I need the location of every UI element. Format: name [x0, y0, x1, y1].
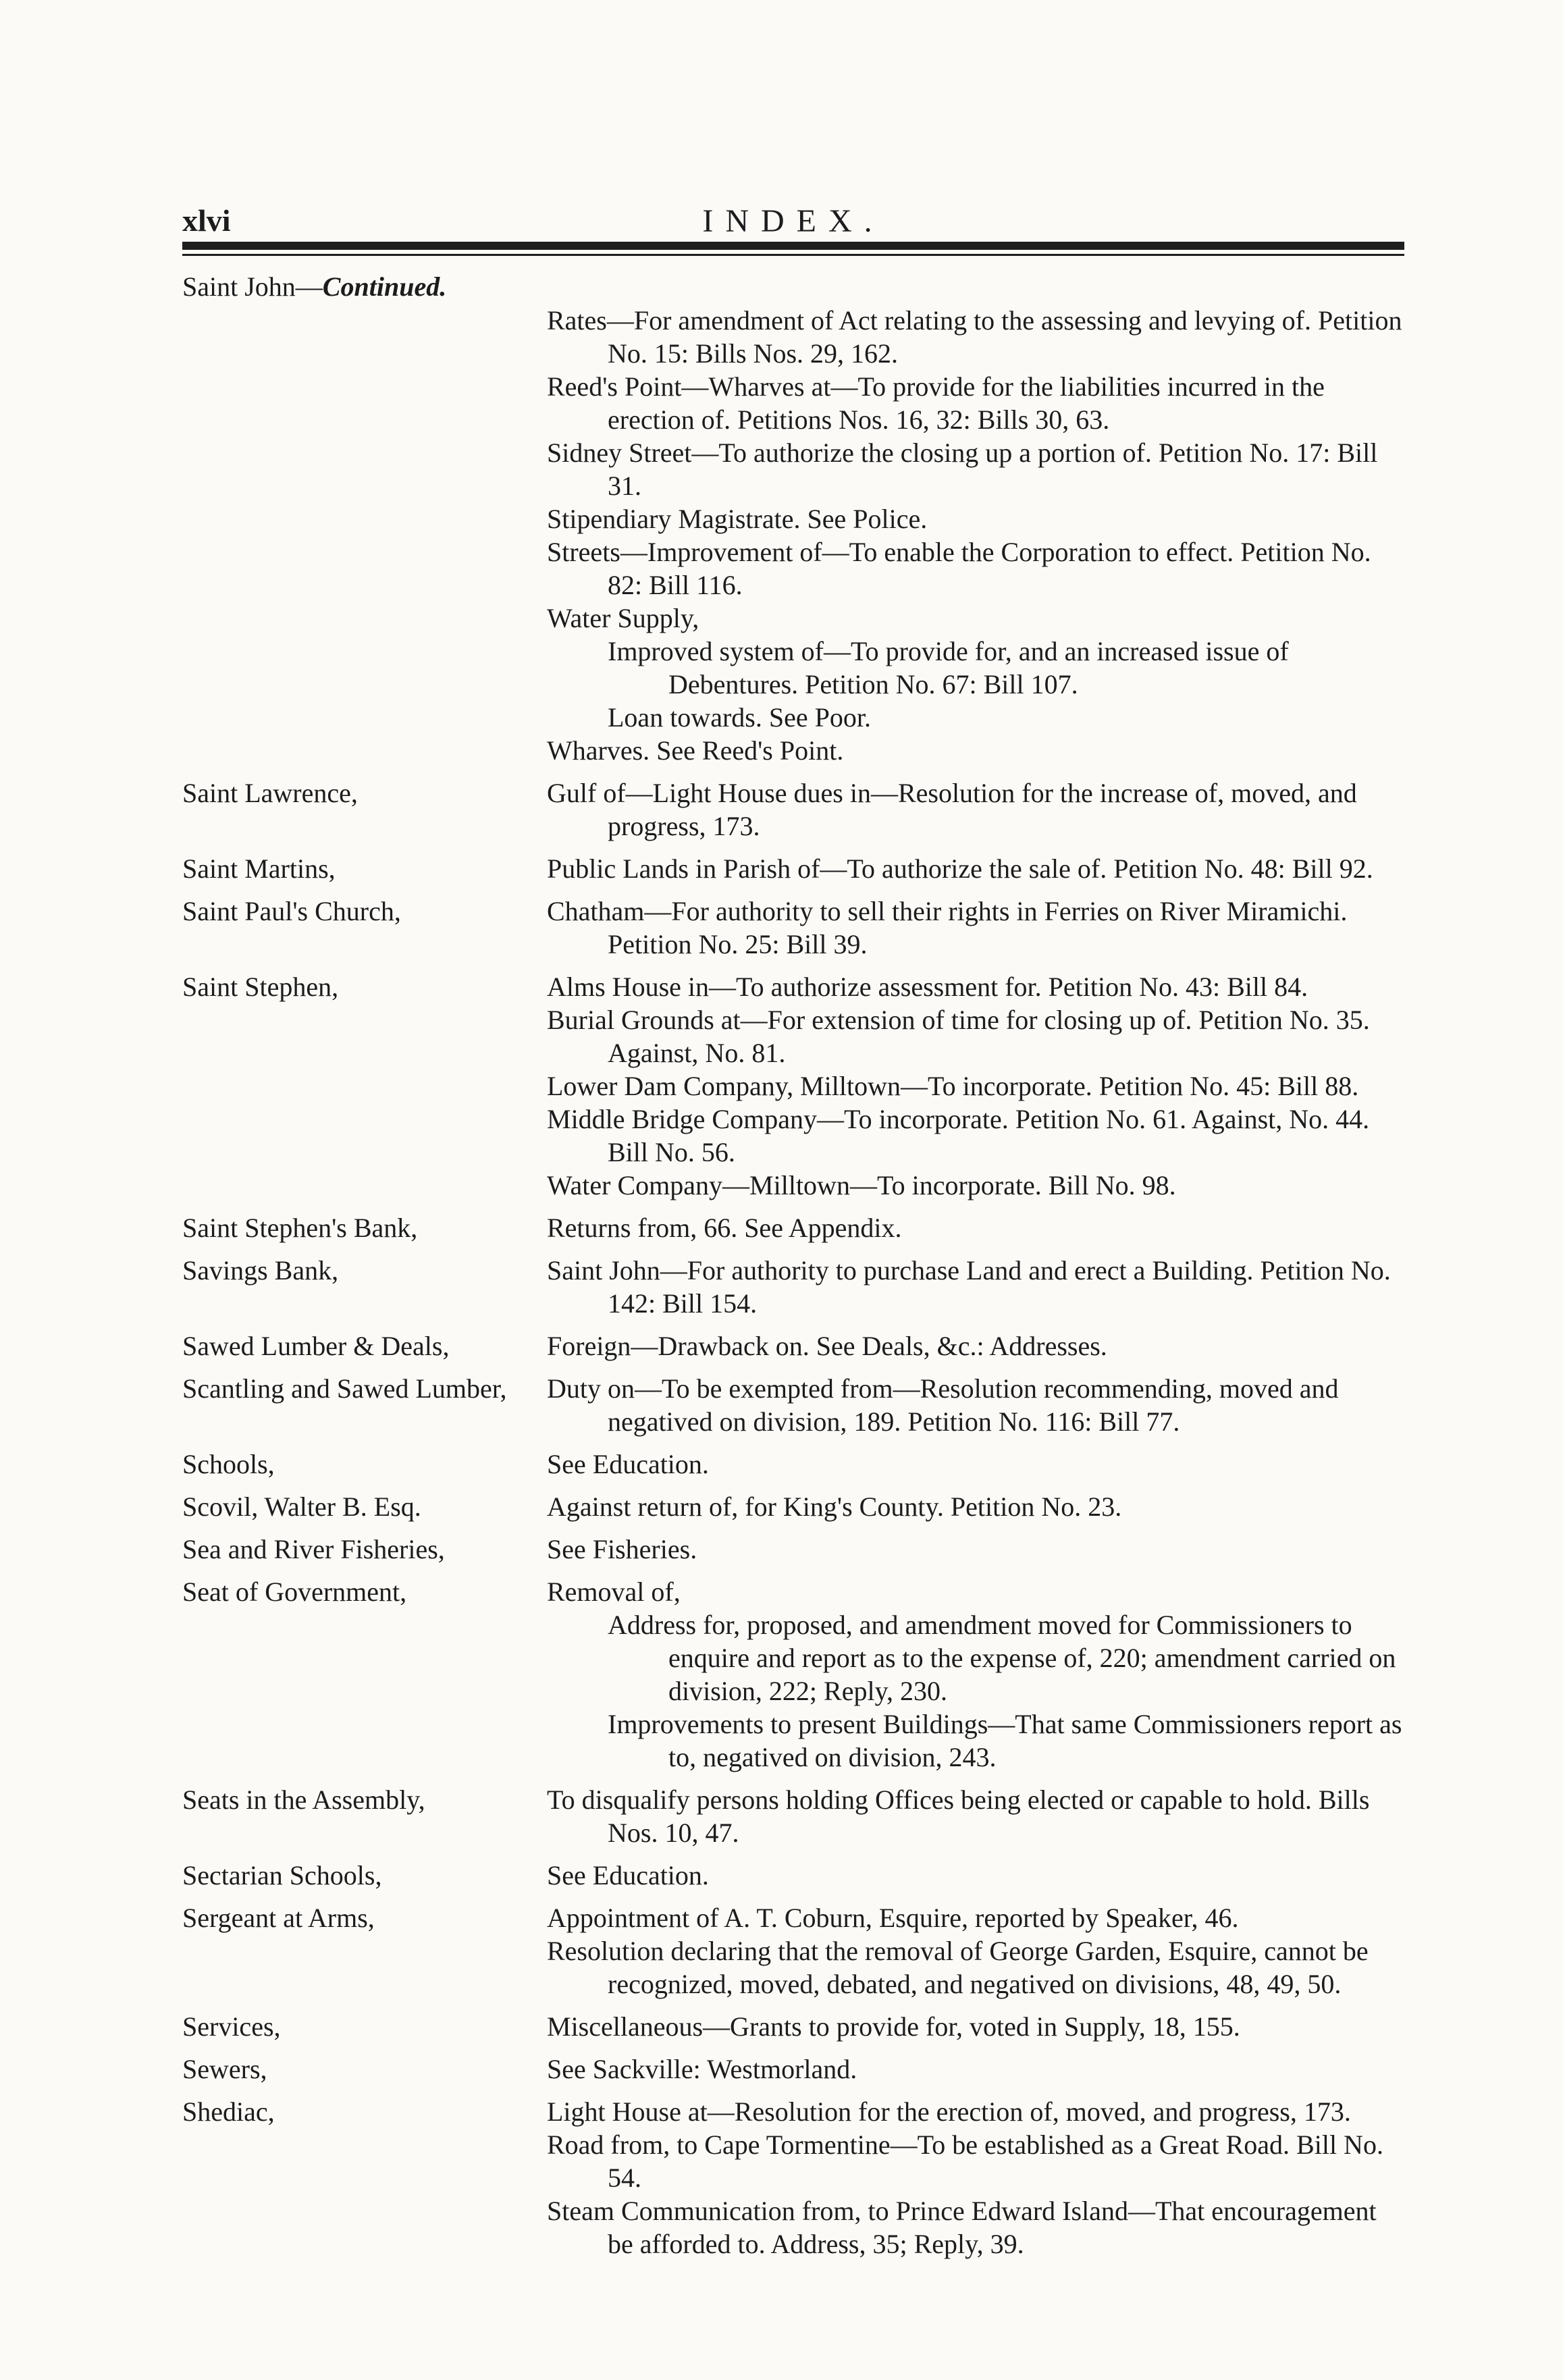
index-definitions — [547, 2095, 1404, 2260]
definition-line: Lower Dam Company, Milltown—To incorporate. Petition No. 45: Bill 88. — [547, 1071, 1359, 1101]
page-header — [182, 203, 1404, 239]
index-term: Saint Martins, — [182, 853, 336, 884]
page-title: INDEX. — [702, 203, 884, 239]
index-definitions — [547, 1254, 1404, 1320]
index-term: Schools, — [182, 1449, 275, 1479]
definition-line: Duty on—To be exempted from—Resolution recommending, moved and negatived on division, 189. Petition No. 116: Bill 77. — [547, 1373, 1339, 1437]
index-entry — [182, 776, 1404, 843]
index-term: Saint Stephen's Bank, — [182, 1213, 418, 1243]
definition-line: Removal of, — [547, 1577, 681, 1607]
definition-line: Resolution declaring that the removal of George Garden, Esquire, cannot be recognized, moved, debated, and negatived on divisions, 48, 49, 50. — [547, 1936, 1369, 1999]
index-entry — [182, 1575, 1404, 1774]
index-definitions — [547, 1211, 1404, 1244]
definition-line: Saint John—For authority to purchase Land and erect a Building. Petition No. 142: Bill 154. — [547, 1255, 1391, 1319]
definition-line: Rates—For amendment of Act relating to the assessing and levying of. Petition No. 15: Bills Nos. 29, 162. — [547, 305, 1402, 369]
definition-subline: Improved system of—To provide for, and an increased issue of Debentures. Petition No. 67: Bill 107. — [608, 636, 1289, 699]
definition-line: Alms House in—To authorize assessment for. Petition No. 43: Bill 84. — [547, 972, 1308, 1002]
subentry-group — [608, 1608, 1404, 1774]
index-entry — [182, 1490, 1404, 1523]
index-term — [182, 270, 547, 303]
index-definitions — [547, 1329, 1404, 1363]
definition-line: Chatham—For authority to sell their rights in Ferries on River Miramichi. Petition No. 25: Bill 39. — [547, 896, 1348, 959]
definition-line: Miscellaneous—Grants to provide for, voted in Supply, 18, 155. — [547, 2011, 1240, 2042]
index-entry — [182, 1211, 1404, 1244]
index-entry — [182, 1329, 1404, 1363]
index-term: Sectarian Schools, — [182, 1860, 382, 1890]
index-term: Saint Lawrence, — [182, 778, 358, 808]
definition-line: Sidney Street—To authorize the closing up a portion of. Petition No. 17: Bill 31. — [547, 438, 1378, 501]
index-term: Savings Bank, — [182, 1255, 339, 1286]
index-entries — [182, 270, 1404, 2270]
index-entry — [182, 1372, 1404, 1438]
definition-line: Streets—Improvement of—To enable the Corporation to effect. Petition No. 82: Bill 116. — [547, 537, 1371, 600]
index-rows — [182, 776, 1404, 2260]
index-entry — [182, 895, 1404, 961]
index-definitions — [547, 1372, 1404, 1438]
header-rule-thin — [182, 254, 1404, 256]
index-term: Sawed Lumber & Deals, — [182, 1331, 450, 1361]
definition-line: Water Supply, — [547, 603, 699, 633]
definition-line: Burial Grounds at—For extension of time for closing up of. Petition No. 35. Against, No. 81. — [547, 1005, 1370, 1068]
definition-line: Road from, to Cape Tormentine—To be established as a Great Road. Bill No. 54. — [547, 2130, 1383, 2193]
definition-line: Foreign—Drawback on. See Deals, &c.: Addresses. — [547, 1331, 1107, 1361]
index-definitions — [547, 270, 1404, 767]
index-term: Scantling and Sawed Lumber, — [182, 1373, 507, 1404]
subentry-group — [608, 635, 1404, 734]
definition-line: Reed's Point—Wharves at—To provide for the liabilities incurred in the erection of. Petitions Nos. 16, 32: Bills 30, 63. — [547, 371, 1325, 435]
index-definitions — [547, 1448, 1404, 1481]
definition-line: See Education. — [547, 1449, 709, 1479]
continued-label: Continued. — [322, 271, 447, 302]
definition-line: Water Company—Milltown—To incorporate. Bill No. 98. — [547, 1170, 1176, 1200]
index-term: Sewers, — [182, 2054, 267, 2084]
index-definitions — [547, 2053, 1404, 2086]
index-entry — [182, 1254, 1404, 1320]
term-label: Saint John— — [182, 271, 323, 302]
definition-line: Stipendiary Magistrate. See Police. — [547, 504, 928, 534]
definition-line: See Sackville: Westmorland. — [547, 2054, 857, 2084]
index-definitions — [547, 895, 1404, 961]
definition-line: To disqualify persons holding Offices being elected or capable to hold. Bills Nos. 10, 47. — [547, 1784, 1370, 1848]
index-definitions — [547, 776, 1404, 843]
definition-line: Gulf of—Light House dues in—Resolution for the increase of, moved, and progress, 173. — [547, 778, 1357, 841]
page-number: xlvi — [182, 203, 231, 238]
index-definitions — [547, 1859, 1404, 1892]
definition-line: See Education. — [547, 1860, 709, 1890]
definition-subline: Improvements to present Buildings—That same Commissioners report as to, negatived on division, 243. — [608, 1709, 1402, 1772]
index-definitions — [547, 1901, 1404, 2001]
definition-subline: Loan towards. See Poor. — [608, 702, 871, 733]
index-definitions — [547, 1533, 1404, 1566]
definition-line: Wharves. See Reed's Point. — [547, 735, 844, 766]
definition-line: Appointment of A. T. Coburn, Esquire, reported by Speaker, 46. — [547, 1903, 1239, 1933]
index-entry — [182, 1783, 1404, 1849]
index-entry — [182, 1448, 1404, 1481]
index-term: Services, — [182, 2011, 281, 2042]
definition-line: Public Lands in Parish of—To authorize the sale of. Petition No. 48: Bill 92. — [547, 853, 1373, 884]
index-term: Shediac, — [182, 2096, 275, 2127]
index-term: Sea and River Fisheries, — [182, 1534, 445, 1564]
index-entry — [182, 1859, 1404, 1892]
index-term: Saint Stephen, — [182, 972, 339, 1002]
header-rule-thick — [182, 242, 1404, 250]
definition-line: Against return of, for King's County. Petition No. 23. — [547, 1491, 1122, 1522]
index-definitions — [547, 970, 1404, 1202]
index-entry — [182, 2095, 1404, 2260]
definition-line: Light House at—Resolution for the erection of, moved, and progress, 173. — [547, 2096, 1351, 2127]
index-entry-continued — [182, 270, 1404, 767]
index-term: Seat of Government, — [182, 1577, 407, 1607]
index-definitions — [547, 2010, 1404, 2043]
index-term: Seats in the Assembly, — [182, 1784, 425, 1815]
index-entry — [182, 1901, 1404, 2001]
definition-line: See Fisheries. — [547, 1534, 697, 1564]
index-entry — [182, 2010, 1404, 2043]
index-entry — [182, 2053, 1404, 2086]
definition-line: Returns from, 66. See Appendix. — [547, 1213, 902, 1243]
index-term: Scovil, Walter B. Esq. — [182, 1491, 421, 1522]
index-term: Saint Paul's Church, — [182, 896, 401, 926]
index-entry — [182, 1533, 1404, 1566]
definition-subline: Address for, proposed, and amendment moved for Commissioners to enquire and report as to the expense of, 220; amendment carried on division, 222; Reply, 230. — [608, 1610, 1396, 1706]
index-definitions — [547, 1575, 1404, 1774]
definition-line: Middle Bridge Company—To incorporate. Petition No. 61. Against, No. 44. Bill No. 56. — [547, 1104, 1370, 1167]
index-term: Sergeant at Arms, — [182, 1903, 375, 1933]
index-definitions — [547, 852, 1404, 885]
index-entry — [182, 852, 1404, 885]
index-entry — [182, 970, 1404, 1202]
definition-line: Steam Communication from, to Prince Edward Island—That encouragement be afforded to. Address, 35; Reply, 39. — [547, 2196, 1377, 2259]
index-definitions — [547, 1783, 1404, 1849]
index-definitions — [547, 1490, 1404, 1523]
